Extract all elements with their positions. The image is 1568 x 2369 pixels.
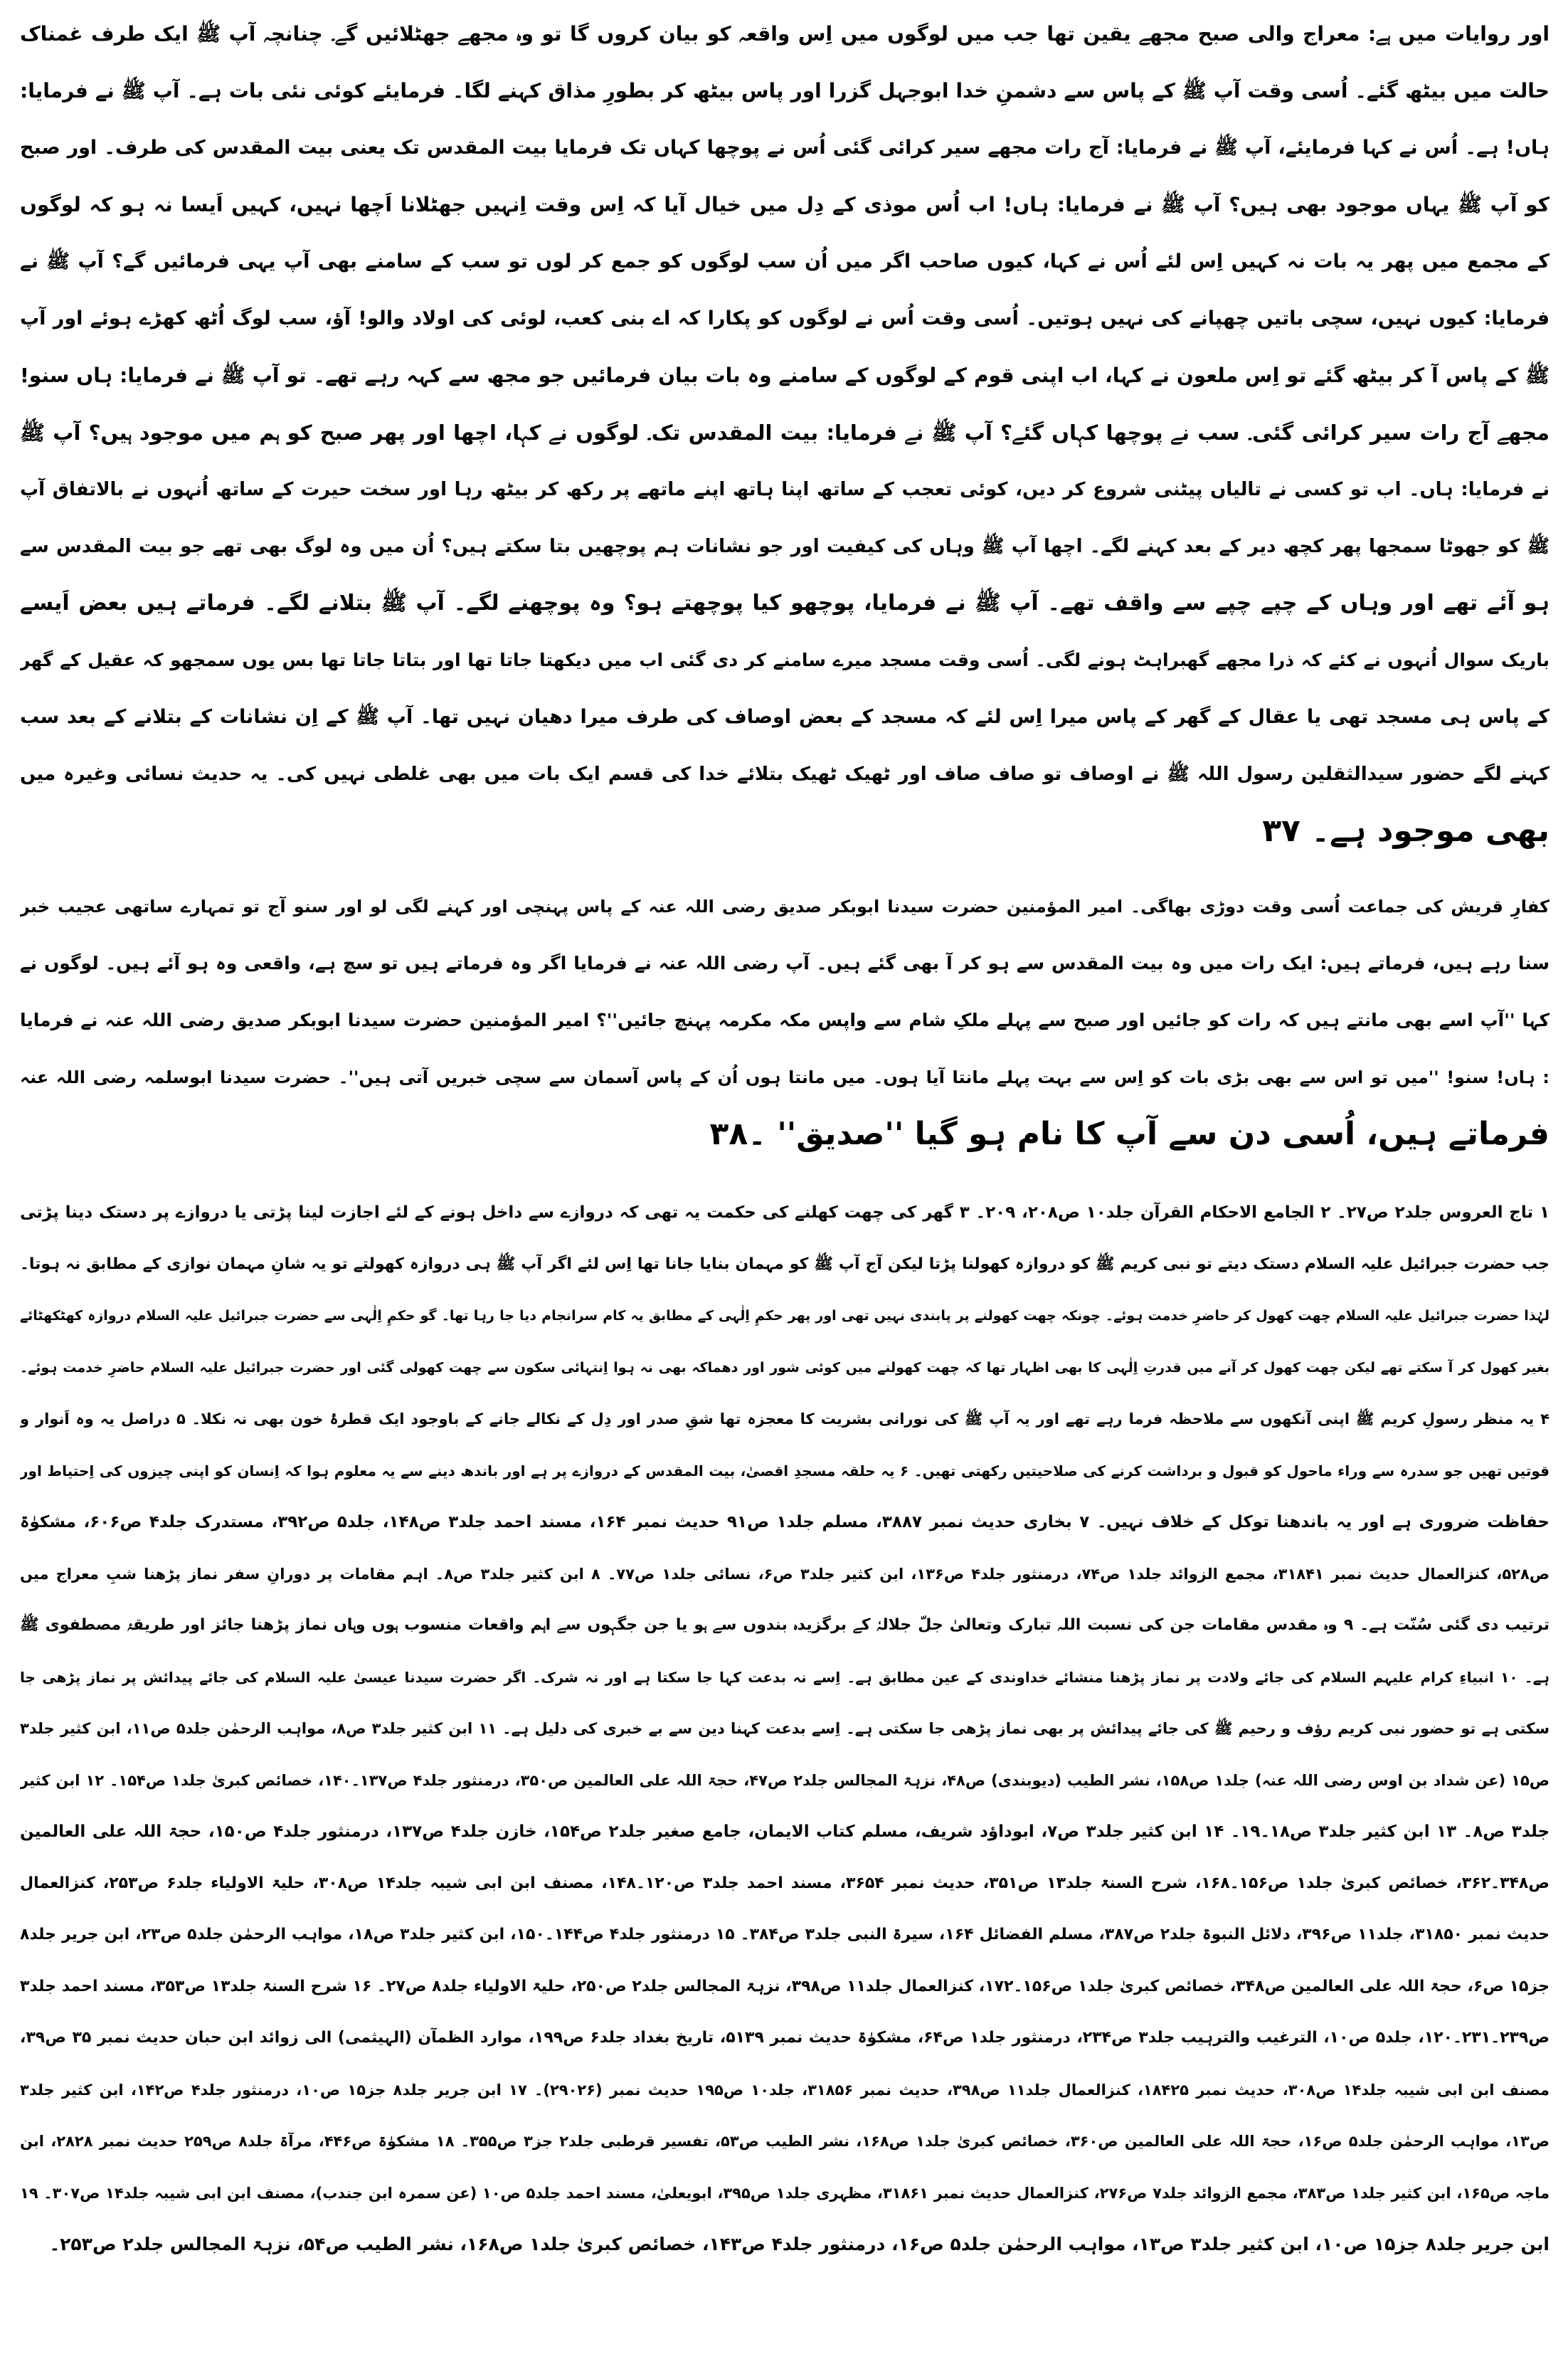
footnote-line: ص۵۲۸، کنزالعمال حدیث نمبر ۳۱۸۴۱، مجمع الزوائد جلد۱ ص۷۴، درمنثور جلد۴ ص۱۳۶، ابن کثیر جلد۳ ص۶، نسائی جلد۱ ص۷۷۔ ۸ ابن کثیر جلد۳ ص۸۔ اہم مقامات پر دورانِ سفر نماز پڑھنا شبِ معراج میں [20, 1565, 1550, 1583]
footnote-line: جز۱۵ ص۶، حجۃ اللہ علی العالمین ص۳۴۸، خصائص کبریٰ جلد۱ ص۱۵۶۔۱۷۲، کنزالعمال جلد۱۱ ص۳۹۸، نزہۃ المجالس جلد۲ ص۲۵۰، حلیۃ الاولیاء جلد۸ ص۲۷۔ ۱۶ شرح السنۃ جلد۱۳ ص۳۵۳، مسند احمد جلد۳ [20, 1977, 1550, 1995]
main-text-body [20, 6, 1550, 1163]
footnote-line: ۱ تاج العروس جلد۲ ص۲۷۔ ۲ الجامع الاحکام القرآن جلد۱۰ ص۲۰۸، ۲۰۹۔ ۳ گھر کی چھت کھلنے کی حکمت یہ تھی کہ دروازے سے داخل ہونے کے لئے اجازت لینا پڑتی یا دروازے پر دستک دینا پڑتی [20, 1203, 1550, 1222]
footnote-line: ابن جریر جلد۸ جز۱۵ ص۱۰، ابن کثیر جلد۳ ص۱۳، مواہب الرحمٰن جلد۵ ص۱۶، درمنثور جلد۴ ص۱۴۳، خصائص کبریٰ جلد۱ ص۱۶۸، نشر الطیب ص۵۴، نزہۃ المجالس جلد۲ ص۲۵۳۔ [49, 2234, 1550, 2254]
main-text-line: کہا ''آپ اسے بھی مانتے ہیں کہ رات کو جائیں اور صبح سے پہلے ملکِ شام سے واپس مکہ مکرمہ پہنچ جائیں''؟ امیر المؤمنین حضرت سیدنا ابوبکر صدیق رضی اللہ عنہ نے فرمایا [20, 1010, 1550, 1030]
footnote-line: ہے۔ ۱۰ انبیاءِ کرام علیہم السلام کی جائے ولادت پر نماز پڑھنا منشائے خداوندی کے عین مطابق ہے۔ اِسے نہ بدعت کہا جا سکتا ہے اور نہ شرک۔ اگر حضرت سیدنا عیسیٰ علیہ السلام کی جائے پیدائش پر نماز پڑھی جا [20, 1668, 1550, 1686]
footnote-line: لہٰذا حضرت جبرائیل علیہ السلام چھت کھول کر حاضرِ خدمت ہوئے۔ چونکہ چھت کھولنے پر پابندی نہیں تھی اور پھر حکمِ اِلٰہی کے مطابق یہ کام سرانجام دیا جا رہا تھا۔ گو حکمِ اِلٰہی سے حضرت جبرائیل علیہ السلام دروازہ کھٹکھٹائے [20, 1308, 1550, 1324]
footnote-line: ص۲۳۹۔۲۳۱۔۱۲۰، جلد۵ ص۱۰، الترغیب والترہیب جلد۳ ص۲۳۴، درمنثور جلد۱ ص۶۴، مشکوٰۃ حدیث نمبر ۵۱۳۹، تاریخ بغداد جلد۶ ص۱۹۹، موارد الظمآن (الہیثمی) الی زوائد ابن حبان حدیث نمبر ۳۵ ص۳۹، [20, 2029, 1550, 2047]
footnote-line: حفاظت ضروری ہے اور یہ باندھنا توکل کے خلاف نہیں۔ ۷ بخاری حدیث نمبر ۳۸۸۷، مسلم جلد۱ ص۹۱ حدیث نمبر ۱۶۴، مسند احمد جلد۳ ص۱۴۸، جلد۵ ص۳۹۲، مستدرک جلد۴ ص۶۰۶، مشکوٰۃ [20, 1513, 1550, 1531]
main-text-line: حالت میں بیٹھ گئے۔ اُسی وقت آپ ﷺ کے پاس سے دشمنِ خدا ابوجہل گزرا اور پاس بیٹھ کر بطورِ مذاق کہنے لگا۔ فرمایئے کوئی نئی بات ہے۔ آپ ﷺ نے فرمایا: [20, 79, 1550, 102]
footnote-line: ۴ یہ منظر رسولِ کریم ﷺ اپنی آنکھوں سے ملاحظہ فرما رہے تھے اور یہ آپ ﷺ کی نورانی بشریت کا معجزہ تھا شقِ صدر اور دِل کے نکالے جانے کے باوجود ایک قطرۂ خون بھی نہ نکلا۔ ۵ دراصل یہ وہ اَنوار و [20, 1410, 1550, 1428]
main-text-line: کہنے لگے حضور سیدالثقلین رسول اللہ ﷺ نے اوصاف تو صاف صاف اور ٹھیک ٹھیک بتلائے خدا کی قسم ایک بات میں بھی غلطی نہیں کی۔ یہ حدیث نسائی وغیرہ میں [20, 764, 1550, 785]
main-text-line: ﷺ کو جھوٹا سمجھا پھر کچھ دیر کے بعد کہنے لگے۔ اچھا آپ ﷺ وہاں کی کیفیت اور جو نشانات ہم پوچھیں بتا سکتے ہیں؟ اُن میں وہ لوگ بھی تھے جو بیت المقدس سے [20, 536, 1550, 557]
main-text-line: نے فرمایا: ہاں۔ اب تو کسی نے تالیاں پیٹنی شروع کر دیں، کوئی تعجب کے ساتھ اپنا ہاتھ اپنے ماتھے پر رکھ کر بیٹھ رہا اور سخت حیرت کے ساتھ اُنہوں نے بالاتفاق آپ [20, 479, 1550, 500]
footnote-line: ترتیب دی گئی سُنّت ہے۔ ۹ وہ مقدس مقامات جن کی نسبت اللہ تبارک وتعالیٰ جلّ جلالہٗ کے برگزیدہ بندوں سے ہو یا جن جگہوں سے اہم واقعات منسوب ہوں وہاں نماز پڑھنا جائز اور طریقۂ مصطفوی ﷺ [20, 1616, 1550, 1634]
footnote-line: مصنف ابن ابی شیبہ جلد۱۴ ص۳۰۸، حدیث نمبر ۱۸۴۲۵، کنزالعمال جلد۱۱ ص۳۹۸، حدیث نمبر ۳۱۸۵۶، جلد۱۰ ص۱۹۵ حدیث نمبر (۲۹۰۲۶)۔ ۱۷ ابن جریر جلد۸ جز۱۵ ص۱۰، درمنثور جلد۴ ص۱۴۲، ابن کثیر جلد۳ [20, 2081, 1550, 2099]
footnote-line: سکتی ہے تو حضور نبی کریم رؤف و رحیم ﷺ کی جائے پیدائش پر بھی نماز پڑھی جا سکتی ہے۔ اِسے بدعت کہنا دین سے بے خبری کی دلیل ہے۔ ۱۱ ابن کثیر جلد۳ ص۸، مواہب الرحمٰن جلد۵ ص۱۱، ابن کثیر جلد۳ [20, 1720, 1550, 1737]
main-text-line: اور روایات میں ہے: معراج والی صبح مجھے یقین تھا جب میں لوگوں میں اِس واقعہ کو بیان کروں گا تو وہ مجھے جھٹلائیں گے۔ چنانچہ آپ ﷺ ایک طرف غمناک [20, 22, 1550, 46]
urdu-book-page [20, 6, 1550, 2271]
main-text-line: ہو آئے تھے اور وہاں کے چپے چپے سے واقف تھے۔ آپ ﷺ نے فرمایا، پوچھو کیا پوچھتے ہو؟ وہ پوچھنے لگے۔ آپ ﷺ بتلانے لگے۔ فرماتے ہیں بعض اَیسے [20, 591, 1550, 616]
footnote-line: ص۳۴۸۔۳۶۲، خصائص کبریٰ جلد۱ ص۱۵۶۔۱۶۸، شرح السنۃ جلد۱۳ ص۳۵۱، حدیث نمبر ۳۶۵۴، مسند احمد جلد۳ ص۱۲۰۔۱۴۸، مصنف ابن ابی شیبہ جلد۱۴ ص۳۰۸، حلیۃ الاولیاء جلد۶ ص۲۵۳، کنزالعمال [20, 1874, 1550, 1892]
footnote-line: قوتیں تھیں جو سدرہ سے وراء ماحول کو قبول و برداشت کرنے کی صلاحیتیں رکھتی تھیں۔ ۶ یہ حلقہ مسجدِ اقصیٰ، بیت المقدس کے دروازے پر ہے اور باندھ دینے سے یہ معلوم ہوا کہ اِنسان کو اپنی چیزوں کی اِحتیاط اور [20, 1462, 1550, 1479]
footnote-line: جلد۳ ص۸۔ ۱۳ ابن کثیر جلد۳ ص۱۸۔۱۹۔ ۱۴ ابن کثیر جلد۳ ص۷، ابوداؤد شریف، مسلم کتاب الایمان، جامع صغیر جلد۲ ص۱۵۴، خازن جلد۴ ص۱۳۷، درمنثور جلد۴ ص۱۵۰، حجۃ اللہ علی العالمین [20, 1822, 1550, 1841]
paragraph-gap [20, 860, 1550, 878]
footnote-line: ص۱۵ (عن شداد بن اوس رضی اللہ عنہ) جلد۱ ص۱۵۸، نشر الطیب (دیوبندی) ص۴۸، نزہۃ المجالس جلد۲ ص۴۷، حجۃ اللہ علی العالمین ص۳۵۰، درمنثور جلد۴ ص۱۳۷۔۱۴۰، خصائص کبریٰ جلد۱ ص۱۵۴۔ ۱۲ ابن کثیر [20, 1771, 1550, 1789]
main-text-line: کفارِ قریش کی جماعت اُسی وقت دوڑی بھاگی۔ امیر المؤمنین حضرت سیدنا ابوبکر صدیق رضی اللہ عنہ کے پاس پہنچی اور کہنے لگی لو اور سنو آج تو تمہارے ساتھی عجیب خبر [20, 897, 1550, 917]
footnotes-section [20, 1187, 1550, 2271]
footnote-line: حدیث نمبر ۳۱۸۵۰، جلد۱۱ ص۳۹۶، دلائل النبوۃ جلد۲ ص۳۸۷، مسلم الفضائل ۱۶۴، سیرۃ النبی جلد۳ ص۳۸۴۔ ۱۵ درمنثور جلد۴ ص۱۴۴۔۱۵۰، ابن کثیر جلد۳ ص۱۸، مواہب الرحمٰن جلد۵ ص۲۳، ابن جریر جلد۸ [20, 1926, 1550, 1943]
main-text-line: باریک سوال اُنہوں نے کئے کہ ذرا مجھے گھبراہٹ ہونے لگی۔ اُسی وقت مسجد میرے سامنے کر دی گئی اب میں دیکھتا جاتا تھا اور بتاتا جاتا تھا بس یوں سمجھو کہ عقیل کے گھر [20, 650, 1550, 670]
main-text-line: ﷺ کے پاس آ کر بیٹھ گئے تو اِس ملعون نے کہا، اب اپنی قوم کے لوگوں کے سامنے وہ بات بیان فرمائیں جو مجھ سے کہہ رہے تھے۔ تو آپ ﷺ نے فرمایا: ہاں سنو! [20, 364, 1550, 387]
main-text-line: کو آپ ﷺ یہاں موجود بھی ہیں؟ آپ ﷺ نے فرمایا: ہاں! اب اُس موذی کے دِل میں خیال آیا کہ اِس وقت اِنہیں جھٹلانا اَچھا نہیں، کہیں اَیسا نہ ہو کہ لوگوں [20, 193, 1550, 216]
footnote-line: بغیر کھول کر آ سکتے تھے لیکن چھت کھول کر آنے میں قدرتِ اِلٰہی کا بھی اظہار تھا کہ چھت کھولنے میں کوئی شور اور دھماکہ بھی نہ ہوا اِنتہائی سکون سے چھت کھولی گئی اور حضرت جبرائیل علیہ السلام حاضرِ خدمت ہوئے۔ [20, 1359, 1550, 1376]
footnote-line: جب حضرت جبرائیل علیہ السلام دستک دیتے تو نبی کریم ﷺ کو دروازہ کھولنا پڑتا لیکن آج آپ ﷺ کو مہمان بنایا جانا تھا اِس لئے اگر آپ ﷺ ہی دروازہ کھولتے تو یہ شانِ مہمان نوازی کے مطابق نہ ہوتا۔ [20, 1255, 1550, 1273]
main-text-line: کے مجمع میں پھر یہ بات نہ کہیں اِس لئے اُس نے کہا، کیوں صاحب اگر میں اُن سب لوگوں کو جمع کر لوں تو سب کے سامنے بھی آپ یہی فرمائیں گے؟ آپ ﷺ نے [20, 250, 1550, 273]
main-text-line: : ہاں! سنو! ''میں تو اس سے بھی بڑی بات کو اِس سے بہت پہلے مانتا آیا ہوں۔ میں مانتا ہوں اُن کے پاس آسمان سے سچی خبریں آتی ہیں''۔ حضرت سیدنا ابوسلمہ رضی اللہ عنہ [20, 1067, 1550, 1087]
footnote-line: ص۱۳، مواہب الرحمٰن جلد۵ ص۱۶، حجۃ اللہ علی العالمین ص۳۶۰، خصائص کبریٰ جلد۱ ص۱۶۸، نشر الطیب ص۵۳، تفسیر قرطبی جلد۲ جز۳ ص۳۵۵۔ ۱۸ مشکوٰۃ ص۴۴۶، مرآۃ جلد۸ ص۲۵۹ حدیث نمبر ۲۸۲۸، ابن [20, 2133, 1550, 2150]
main-text-line: فرماتے ہیں، اُسی دن سے آپ کا نام ہو گیا ''صدیق'' ۔۳۸ [709, 1116, 1550, 1152]
main-text-line: سنا رہے ہیں، فرماتے ہیں: ایک رات میں وہ بیت المقدس سے ہو کر آ بھی گئے ہیں۔ آپ رضی اللہ عنہ نے فرمایا اگر وہ فرماتے ہیں تو سچ ہے، واقعی وہ ہو آئے ہیں۔ لوگوں نے [20, 953, 1550, 974]
main-text-line: بھی موجود ہے۔ ۳۷ [1262, 813, 1550, 849]
main-text-line: ہاں! ہے۔ اُس نے کہا فرمایئے، آپ ﷺ نے فرمایا: آج رات مجھے سیر کرائی گئی اُس نے پوچھا کہاں تک فرمایا بیت المقدس تک یعنی بیت المقدس کی طرف۔ اور صبح [20, 137, 1550, 159]
main-text-line: کے پاس ہی مسجد تھی یا عقال کے گھر کے پاس میرا اِس لئے کہ مسجد کے بعض اوصاف کی طرف میرا دھیان نہیں تھا۔ آپ ﷺ کے اِن نشانات کے بتلانے کے بعد سب [20, 706, 1550, 728]
footnote-line: ماجہ ص۱۶۵، ابن کثیر جلد۱ ص۳۸۳، مجمع الزوائد جلد۷ ص۲۷۶، کنزالعمال حدیث نمبر ۳۱۸۶۱، مظہری جلد۱ ص۳۹۵، ابویعلیٰ، مسند احمد جلد۵ ص۱۰ (عن سمرہ ابن جندب)، مصنف ابن ابی شیبہ جلد۱۴ ص۳۰۷۔ ۱۹ [20, 2184, 1550, 2202]
main-text-line: فرمایا: کیوں نہیں، سچی باتیں چھپانے کی نہیں ہوتیں۔ اُسی وقت اُس نے لوگوں کو پکارا کہ اے بنی کعب، لوئی کی اولاد والو! آؤ، سب لوگ اُٹھ کھڑے ہوئے اور آپ [20, 307, 1550, 329]
main-text-line: مجھے آج رات سیر کرائی گئی۔ سب نے پوچھا کہاں گئے؟ آپ ﷺ نے فرمایا: بیت المقدس تک۔ لوگوں نے کہا، اچھا اور پھر صبح کو ہم میں موجود ہیں؟ آپ ﷺ [20, 421, 1550, 445]
